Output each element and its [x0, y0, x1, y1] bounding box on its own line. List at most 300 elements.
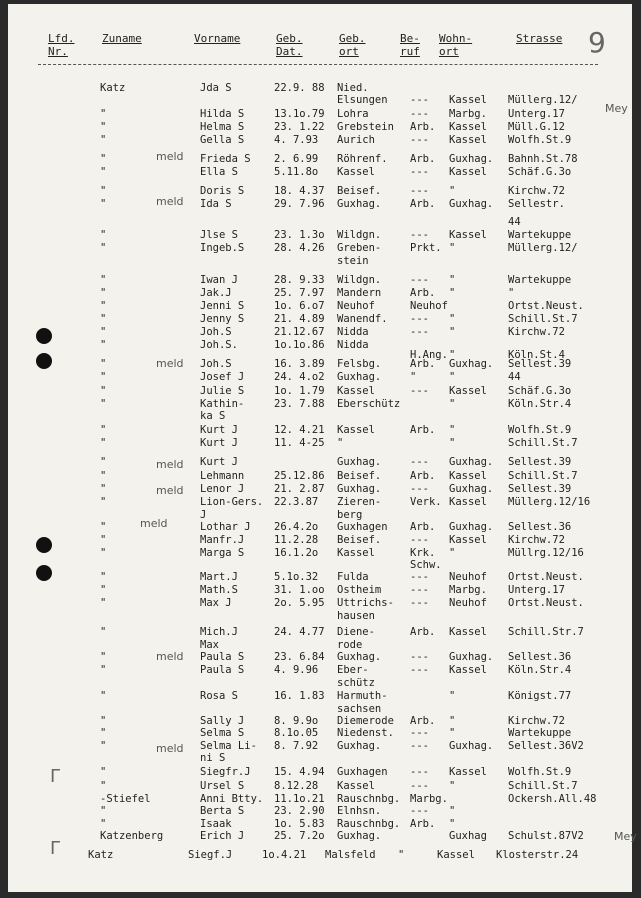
- cell-place: Wildgn.: [337, 229, 382, 241]
- cell-place: Mandern: [337, 287, 382, 299]
- cell-date: 1o.4.21: [262, 849, 307, 861]
- cell-street: Müll.G.12: [508, 121, 565, 133]
- cell-surname: ": [100, 229, 107, 241]
- cell-street: Klosterstr.24: [496, 849, 579, 861]
- cell-job: Arb.: [410, 818, 436, 830]
- cell-job: Arb.: [410, 424, 436, 436]
- pencil-mark: Γ: [50, 766, 61, 787]
- cell-date: 25. 7.2o: [274, 830, 325, 842]
- cell-surname: -Stiefel: [100, 793, 151, 805]
- cell-surname: ": [100, 470, 107, 482]
- cell-date: 23. 2.90: [274, 805, 325, 817]
- cell-res: ": [449, 287, 456, 299]
- cell-street: 44: [508, 371, 521, 383]
- cell-date: 11.2.28: [274, 534, 319, 546]
- cell-res: Neuhof: [449, 571, 487, 583]
- cell-street: Schill.St.7: [508, 437, 578, 449]
- cell-first: Helma S: [200, 121, 245, 133]
- cell-surname: ": [100, 626, 107, 638]
- cell-place: Eber-: [337, 664, 369, 676]
- cell-street: Schill.St.7: [508, 780, 578, 792]
- cell-surname: ": [100, 185, 107, 197]
- cell-surname: ": [100, 456, 107, 468]
- cell-place: rode: [337, 639, 363, 651]
- cell-place: Beisef.: [337, 534, 382, 546]
- cell-street: 44: [508, 216, 521, 228]
- cell-street: Unterg.17: [508, 108, 565, 120]
- cell-res: Marbg.: [449, 584, 487, 596]
- cell-surname: ": [100, 371, 107, 383]
- cell-date: 8. 7.92: [274, 740, 319, 752]
- cell-surname: ": [100, 134, 107, 146]
- cell-street: Müllerg.12/: [508, 242, 578, 254]
- cell-surname: ": [100, 166, 107, 178]
- cell-date: 1o. 6.o7: [274, 300, 325, 312]
- cell-first: Iwan J: [200, 274, 238, 286]
- cell-first: Max J: [200, 597, 232, 609]
- cell-date: 1o. 5.83: [274, 818, 325, 830]
- cell-place: Rauschnbg.: [337, 793, 401, 805]
- cell-place: Diemerode: [337, 715, 394, 727]
- cell-place: stein: [337, 255, 369, 267]
- cell-res: Kassel: [449, 470, 487, 482]
- cell-date: 1o. 1.79: [274, 385, 325, 397]
- cell-street: Königst.77: [508, 690, 572, 702]
- cell-res: Guxhag.: [449, 651, 494, 663]
- cell-place: Rauschnbg.: [337, 818, 401, 830]
- cell-street: Ortst.Neust.: [508, 571, 584, 583]
- cell-place: hausen: [337, 610, 375, 622]
- cell-date: 25.12.86: [274, 470, 325, 482]
- cell-first: Manfr.J: [200, 534, 245, 546]
- cell-place: Felsbg.: [337, 358, 382, 370]
- cell-first: Jak.J: [200, 287, 232, 299]
- cell-street: Wartekuppe: [508, 727, 572, 739]
- cell-date: 15. 4.94: [274, 766, 325, 778]
- cell-job: ---: [410, 134, 429, 146]
- cell-surname: ": [100, 437, 107, 449]
- cell-first: Ella S: [200, 166, 238, 178]
- cell-job: ---: [410, 274, 429, 286]
- cell-surname: ": [100, 805, 107, 817]
- cell-surname: ": [100, 242, 107, 254]
- cell-first: Joh.S: [200, 326, 232, 338]
- cell-place: Uttrichs-: [337, 597, 394, 609]
- cell-res: ": [449, 727, 456, 739]
- cell-surname: ": [100, 690, 107, 702]
- cell-first: Jenni S: [200, 300, 245, 312]
- cell-street: Wartekuppe: [508, 274, 572, 286]
- cell-date: 31. 1.oo: [274, 584, 325, 596]
- cell-first: Julie S: [200, 385, 245, 397]
- cell-job: Arb.: [410, 198, 436, 210]
- cell-street: Müllrg.12/16: [508, 547, 584, 559]
- margin-note: Mey: [614, 830, 637, 843]
- cell-street: Sellest.39: [508, 456, 572, 468]
- cell-job: ---: [410, 185, 429, 197]
- cell-surname: ": [100, 339, 107, 351]
- cell-place: Kassel: [337, 424, 375, 436]
- cell-res: Marbg.: [449, 108, 487, 120]
- cell-job: ---: [410, 780, 429, 792]
- cell-job: ---: [410, 766, 429, 778]
- cell-surname: ": [100, 313, 107, 325]
- cell-res: ": [449, 805, 456, 817]
- cell-job: Krk.: [410, 547, 436, 559]
- cell-first: Frieda S: [200, 153, 251, 165]
- cell-job: Schw.: [410, 559, 442, 571]
- col-vorname-header: Vorname: [194, 32, 241, 45]
- cell-street: Köln.Str.4: [508, 398, 572, 410]
- cell-first: Lehmann: [200, 470, 245, 482]
- cell-first: Paula S: [200, 664, 245, 676]
- cell-place: Aurich: [337, 134, 375, 146]
- cell-job: ---: [410, 483, 429, 495]
- cell-first: Josef J: [200, 371, 245, 383]
- cell-street: Kirchw.72: [508, 185, 565, 197]
- cell-job: ---: [410, 664, 429, 676]
- cell-street: Köln.Str.4: [508, 664, 572, 676]
- cell-job: ---: [410, 229, 429, 241]
- col-zuname-header: Zuname: [102, 32, 142, 45]
- cell-job: ---: [410, 571, 429, 583]
- cell-street: Wolfh.St.9: [508, 766, 572, 778]
- cell-street: Kirchw.72: [508, 534, 565, 546]
- cell-street: Schill.St.7: [508, 313, 578, 325]
- cell-place: Elsungen: [337, 94, 388, 106]
- cell-job: Arb.: [410, 121, 436, 133]
- cell-first: Ingeb.S: [200, 242, 245, 254]
- cell-res: ": [449, 349, 456, 361]
- cell-date: 21. 2.87: [274, 483, 325, 495]
- cell-res: Guxhag.: [449, 521, 494, 533]
- cell-surname: Katzenberg: [100, 830, 164, 842]
- cell-date: 2o. 5.95: [274, 597, 325, 609]
- cell-place: Guxhag.: [337, 456, 382, 468]
- cell-surname: ": [100, 385, 107, 397]
- cell-res: Kassel: [449, 664, 487, 676]
- cell-date: 22.9. 88: [274, 82, 325, 94]
- cell-job: Arb.: [410, 287, 436, 299]
- cell-street: Sellest.39: [508, 358, 572, 370]
- cell-date: 23. 7.88: [274, 398, 325, 410]
- cell-surname: ": [100, 780, 107, 792]
- cell-date: 13.1o.79: [274, 108, 325, 120]
- cell-date: 11.1o.21: [274, 793, 325, 805]
- cell-surname: ": [100, 287, 107, 299]
- cell-place: Ostheim: [337, 584, 382, 596]
- cell-date: 11. 4-25: [274, 437, 325, 449]
- cell-street: Ockersh.All.48: [508, 793, 597, 805]
- cell-place: Kassel: [337, 780, 375, 792]
- cell-surname: ": [100, 496, 107, 508]
- cell-job: ---: [410, 727, 429, 739]
- cell-date: 24. 4.77: [274, 626, 325, 638]
- header-divider: [38, 64, 598, 65]
- cell-place: Beisef.: [337, 470, 382, 482]
- cell-surname: ": [100, 274, 107, 286]
- cell-place: Fulda: [337, 571, 369, 583]
- cell-place: Guxhag.: [337, 198, 382, 210]
- cell-first: Kathin-: [200, 398, 245, 410]
- cell-first: Sally J: [200, 715, 245, 727]
- cell-date: 5.11.8o: [274, 166, 319, 178]
- cell-surname: ": [100, 534, 107, 546]
- cell-job: Arb.: [410, 153, 436, 165]
- cell-first: Ursel S: [200, 780, 245, 792]
- cell-res: Kassel: [449, 626, 487, 638]
- cell-surname: ": [100, 483, 107, 495]
- cell-street: Sellest.36V2: [508, 740, 584, 752]
- cell-date: 1o.1o.86: [274, 339, 325, 351]
- cell-date: 16. 3.89: [274, 358, 325, 370]
- cell-res: Kassel: [449, 385, 487, 397]
- cell-res: Kassel: [449, 766, 487, 778]
- cell-place: Guxhagen: [337, 521, 388, 533]
- cell-job: Verk.: [410, 496, 442, 508]
- cell-surname: ": [100, 121, 107, 133]
- cell-job: ": [398, 849, 405, 861]
- cell-place: Zieren-: [337, 496, 382, 508]
- cell-date: 26.4.2o: [274, 521, 319, 533]
- cell-street: Ortst.Neust.: [508, 300, 584, 312]
- cell-place: Kassel: [337, 166, 375, 178]
- cell-res: Kassel: [437, 849, 475, 861]
- cell-place: Nied.: [337, 82, 369, 94]
- cell-first: Joh.S.: [200, 339, 238, 351]
- cell-surname: ": [100, 584, 107, 596]
- cell-date: 28. 4.26: [274, 242, 325, 254]
- cell-date: 8. 9.9o: [274, 715, 319, 727]
- cell-street: Sellest.36: [508, 521, 572, 533]
- cell-job: H.Ang.: [410, 349, 448, 361]
- cell-first: Kurt J: [200, 437, 238, 449]
- cell-street: Wolfh.St.9: [508, 134, 572, 146]
- cell-first: Joh.S: [200, 358, 232, 370]
- cell-place: Wildgn.: [337, 274, 382, 286]
- cell-job: Arb.: [410, 626, 436, 638]
- cell-place: ": [337, 437, 344, 449]
- cell-res: ": [449, 780, 456, 792]
- cell-res: Guxhag: [449, 830, 487, 842]
- cell-date: 12. 4.21: [274, 424, 325, 436]
- cell-res: ": [449, 547, 456, 559]
- cell-place: Beisef.: [337, 185, 382, 197]
- cell-street: Köln.St.4: [508, 349, 565, 361]
- cell-date: 24. 4.o2: [274, 371, 325, 383]
- cell-job: ---: [410, 166, 429, 178]
- margin-note: meld: [156, 484, 184, 497]
- margin-note: meld: [156, 742, 184, 755]
- col-occupation-header: Be- ruf: [400, 32, 420, 58]
- cell-surname: ": [100, 326, 107, 338]
- cell-street: Bahnh.St.78: [508, 153, 578, 165]
- col-residence-header: Wohn- ort: [439, 32, 473, 58]
- cell-surname: ": [100, 651, 107, 663]
- register-page: [8, 4, 637, 892]
- cell-first: Doris S: [200, 185, 245, 197]
- cell-place: Niedenst.: [337, 727, 394, 739]
- cell-job: ---: [410, 597, 429, 609]
- cell-first: Ida S: [200, 198, 232, 210]
- cell-place: Nidda: [337, 339, 369, 351]
- cell-surname: ": [100, 108, 107, 120]
- cell-job: Arb.: [410, 470, 436, 482]
- margin-note: meld: [140, 517, 168, 530]
- margin-note: meld: [156, 195, 184, 208]
- cell-first: Kurt J: [200, 456, 238, 468]
- cell-date: 16.1.2o: [274, 547, 319, 559]
- cell-res: Kassel: [449, 166, 487, 178]
- cell-first: Isaak: [200, 818, 232, 830]
- cell-first: Max: [200, 639, 219, 651]
- cell-first: Berta S: [200, 805, 245, 817]
- cell-street: Unterg.17: [508, 584, 565, 596]
- cell-res: ": [449, 715, 456, 727]
- cell-res: Neuhof: [449, 597, 487, 609]
- pencil-mark: Γ: [50, 838, 61, 859]
- cell-date: 4. 7.93: [274, 134, 319, 146]
- cell-surname: ": [100, 766, 107, 778]
- cell-place: Guxhag.: [337, 371, 382, 383]
- cell-surname: ": [100, 358, 107, 370]
- cell-street: Sellest.36: [508, 651, 572, 663]
- cell-res: Kassel: [449, 134, 487, 146]
- cell-job: ---: [410, 326, 429, 338]
- cell-first: Marga S: [200, 547, 245, 559]
- cell-surname: ": [100, 198, 107, 210]
- cell-street: Kirchw.72: [508, 326, 565, 338]
- cell-surname: ": [100, 547, 107, 559]
- cell-first: Selma Li-: [200, 740, 257, 752]
- margin-note: meld: [156, 357, 184, 370]
- cell-res: ": [449, 326, 456, 338]
- cell-place: Wanendf.: [337, 313, 388, 325]
- cell-res: Guxhag.: [449, 358, 494, 370]
- cell-res: ": [449, 242, 456, 254]
- cell-date: 21.12.67: [274, 326, 325, 338]
- cell-date: 22.3.87: [274, 496, 319, 508]
- cell-place: Greben-: [337, 242, 382, 254]
- cell-first: Hilda S: [200, 108, 245, 120]
- cell-job: ---: [410, 313, 429, 325]
- cell-street: Schill.St.7: [508, 470, 578, 482]
- cell-street: Schäf.G.3o: [508, 385, 572, 397]
- cell-first: J: [200, 509, 207, 521]
- cell-place: Guxhag.: [337, 483, 382, 495]
- cell-surname: Katz: [100, 82, 126, 94]
- cell-surname: ": [100, 424, 107, 436]
- cell-surname: ": [100, 300, 107, 312]
- cell-first: Jlse S: [200, 229, 238, 241]
- cell-job: ---: [410, 534, 429, 546]
- cell-street: Müllerg.12/: [508, 94, 578, 106]
- cell-res: ": [449, 818, 456, 830]
- cell-res: Kassel: [449, 496, 487, 508]
- cell-place: Guxhag.: [337, 830, 382, 842]
- cell-job: Arb.: [410, 521, 436, 533]
- col-birthplace-header: Geb. ort: [339, 32, 366, 58]
- margin-note: meld: [156, 150, 184, 163]
- punch-hole: [36, 537, 52, 553]
- cell-street: Müllerg.12/16: [508, 496, 591, 508]
- cell-first: Jda S: [200, 82, 232, 94]
- cell-surname: ": [100, 398, 107, 410]
- cell-date: 23. 1.22: [274, 121, 325, 133]
- cell-place: Guxhagen: [337, 766, 388, 778]
- cell-street: ": [508, 287, 515, 299]
- col-lfd-nr-header: Lfd. Nr.: [48, 32, 75, 58]
- punch-hole: [36, 565, 52, 581]
- cell-res: Kassel: [449, 94, 487, 106]
- cell-date: 18. 4.37: [274, 185, 325, 197]
- cell-first: Kurt J: [200, 424, 238, 436]
- cell-first: Jenny S: [200, 313, 245, 325]
- cell-date: 8.12.28: [274, 780, 319, 792]
- cell-street: Schäf.G.3o: [508, 166, 572, 178]
- cell-street: Kirchw.72: [508, 715, 565, 727]
- cell-res: Guxhag.: [449, 198, 494, 210]
- margin-note: meld: [156, 650, 184, 663]
- cell-first: Paula S: [200, 651, 245, 663]
- cell-surname: ": [100, 597, 107, 609]
- cell-date: 16. 1.83: [274, 690, 325, 702]
- cell-date: 25. 7.97: [274, 287, 325, 299]
- cell-street: Sellest.39: [508, 483, 572, 495]
- cell-surname: ": [100, 521, 107, 533]
- cell-first: Rosa S: [200, 690, 238, 702]
- cell-place: Nidda: [337, 326, 369, 338]
- cell-job: Marbg.: [410, 793, 448, 805]
- cell-first: Anni Btty.: [200, 793, 264, 805]
- cell-surname: ": [100, 571, 107, 583]
- punch-hole: [36, 353, 52, 369]
- cell-surname: ": [100, 664, 107, 676]
- cell-res: ": [449, 424, 456, 436]
- cell-first: Lothar J: [200, 521, 251, 533]
- cell-res: Guxhag.: [449, 456, 494, 468]
- cell-job: ": [410, 371, 417, 383]
- cell-date: 23. 1.3o: [274, 229, 325, 241]
- cell-job: ---: [410, 108, 429, 120]
- cell-place: sachsen: [337, 703, 382, 715]
- margin-note: Mey: [605, 102, 628, 115]
- cell-res: Guxhag.: [449, 740, 494, 752]
- cell-job: Arb.: [410, 358, 436, 370]
- cell-street: Ortst.Neust.: [508, 597, 584, 609]
- cell-surname: ": [100, 818, 107, 830]
- cell-res: ": [449, 185, 456, 197]
- cell-place: Neuhof: [337, 300, 375, 312]
- col-street-header: Strasse: [516, 32, 563, 45]
- cell-job: ---: [410, 805, 429, 817]
- cell-place: schütz: [337, 677, 375, 689]
- cell-date: 23. 6.84: [274, 651, 325, 663]
- cell-job: ---: [410, 385, 429, 397]
- cell-job: Neuhof: [410, 300, 448, 312]
- cell-place: Diene-: [337, 626, 375, 638]
- cell-first: Erich J: [200, 830, 245, 842]
- cell-first: Math.S: [200, 584, 238, 596]
- cell-job: ---: [410, 456, 429, 468]
- cell-first: Mart.J: [200, 571, 238, 583]
- cell-res: Kassel: [449, 534, 487, 546]
- cell-place: Eberschütz: [337, 398, 401, 410]
- cell-res: ": [449, 371, 456, 383]
- cell-street: Sellestr.: [508, 198, 565, 210]
- cell-first: Siegf.J: [188, 849, 233, 861]
- cell-date: 4. 9.96: [274, 664, 319, 676]
